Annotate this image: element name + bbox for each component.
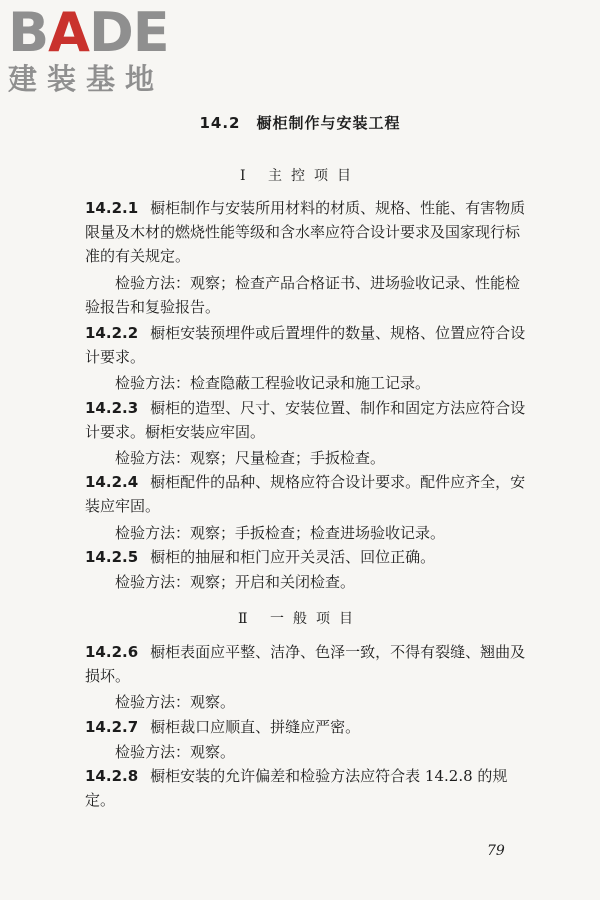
page-number: 79: [487, 843, 505, 859]
clause-text: 橱柜的抽屉和柜门应开关灵活、回位正确。: [150, 548, 436, 566]
clause-text: 橱柜裁口应顺直、拼缝应严密。: [150, 718, 361, 736]
clause-text: 橱柜制作与安装所用材料的材质、规格、性能、有害物质限量及木材的燃烧性能等级和含水率应符合设计要求及国家现行标准的有关规定。: [85, 199, 526, 265]
method-14-2-1: 检验方法：观察；检查产品合格证书、进场验收记录、性能检验报告和复验报告。: [85, 274, 521, 316]
logo-subtitle: 建装基地: [8, 62, 165, 96]
clause-text: 橱柜的造型、尺寸、安装位置、制作和固定方法应符合设计要求。橱柜安装应牢固。: [85, 399, 526, 441]
logo-letters-de: DE: [88, 1, 169, 64]
clause-text: 橱柜安装的允许偏差和检验方法应符合表 14.2.8 的规定。: [85, 767, 508, 809]
clause-14-2-8: [85, 764, 527, 812]
section-title: 14.2 橱柜制作与安装工程: [199, 114, 401, 132]
method-14-2-2: 检验方法：检查隐蔽工程验收记录和施工记录。: [115, 374, 431, 392]
clause-14-2-5: [85, 545, 527, 569]
logo-letter-b: B: [8, 1, 49, 64]
clause-number: 14.2.4: [85, 473, 139, 491]
clause-number: 14.2.8: [85, 767, 139, 785]
method-14-2-3: 检验方法：观察；尺量检查；手扳检查。: [115, 449, 386, 467]
bade-logo: [8, 1, 183, 96]
method-14-2-5: 检验方法：观察；开启和关闭检查。: [115, 573, 356, 591]
clause-number: 14.2.3: [85, 399, 139, 417]
clause-text: 橱柜配件的品种、规格应符合设计要求。配件应齐全，安装应牢固。: [85, 473, 526, 515]
clause-text: 橱柜表面应平整、洁净、色泽一致，不得有裂缝、翘曲及损坏。: [85, 643, 526, 685]
clause-number: 14.2.5: [85, 548, 139, 566]
clause-14-2-4: [85, 470, 527, 518]
method-14-2-7: 检验方法：观察。: [115, 743, 236, 761]
clause-text: 橱柜安装预埋件或后置埋件的数量、规格、位置应符合设计要求。: [85, 324, 526, 366]
subsection-title-general: Ⅱ 一般项目: [238, 611, 362, 627]
clause-14-2-1: [85, 196, 527, 268]
clause-number: 14.2.1: [85, 199, 139, 217]
clause-14-2-2: [85, 321, 527, 369]
logo-letter-a: A: [48, 1, 89, 64]
clause-14-2-3: [85, 396, 527, 444]
clause-14-2-6: [85, 640, 527, 688]
clause-14-2-7: [85, 715, 527, 739]
method-14-2-6: 检验方法：观察。: [115, 693, 236, 711]
method-14-2-4: 检验方法：观察；手扳检查；检查进场验收记录。: [115, 524, 446, 542]
clause-number: 14.2.7: [85, 718, 139, 736]
clause-number: 14.2.2: [85, 324, 139, 342]
logo-wordmark: [8, 1, 183, 64]
subsection-title-main: Ⅰ 主控项目: [240, 168, 360, 184]
clause-number: 14.2.6: [85, 643, 139, 661]
